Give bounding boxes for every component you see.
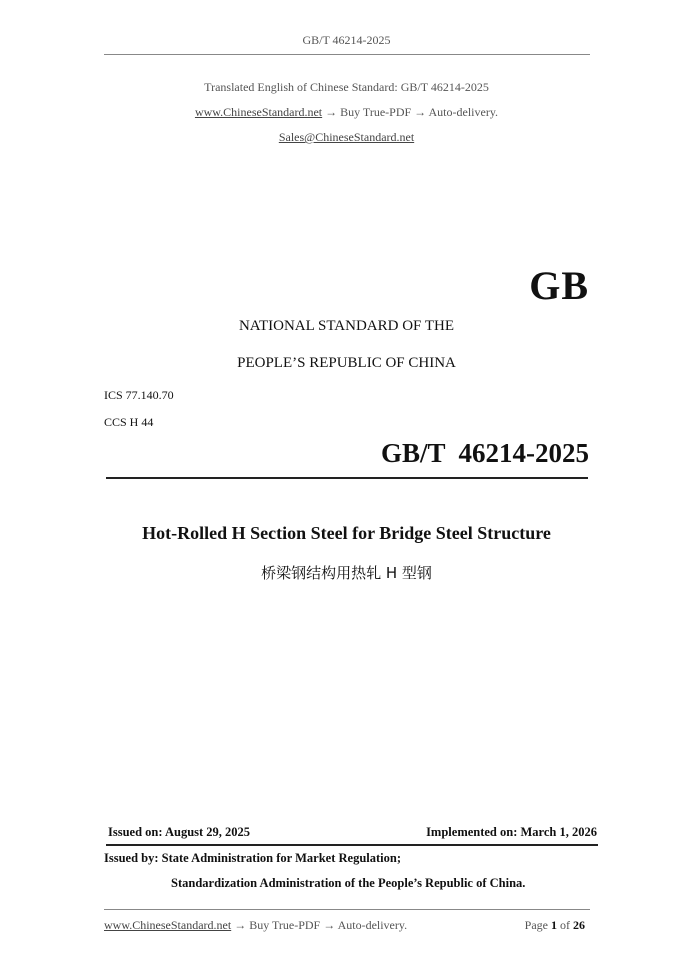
sales-email-line	[0, 130, 693, 145]
standard-number-rule	[106, 477, 588, 479]
footer-link-line	[104, 918, 407, 933]
translation-notice: Translated English of Chinese Standard: GB/T 46214-2025	[204, 80, 489, 94]
notice-link-line	[0, 105, 693, 120]
dates-rule	[106, 844, 598, 846]
sales-email-link[interactable]: Sales@ChineseStandard.net	[278, 130, 415, 144]
gb-logo: GB	[529, 263, 589, 308]
site-link[interactable]: www.ChineseStandard.net	[194, 105, 323, 119]
buy-text: → Buy True-PDF → Auto-delivery.	[325, 105, 499, 119]
ccs-code: CCS H 44	[104, 415, 154, 429]
page-indicator	[525, 918, 585, 933]
running-header: GB/T 46214-2025	[302, 33, 391, 47]
ics-code: ICS 77.140.70	[104, 388, 174, 402]
issued-on: Issued on: August 29, 2025	[108, 825, 251, 839]
standard-number: GB/T 46214-2025	[380, 438, 589, 468]
header-rule	[104, 54, 590, 55]
footer-rule	[104, 909, 590, 910]
issued-by-line1: Issued by: State Administration for Market Regulation;	[104, 851, 401, 865]
implemented-on: Implemented on: March 1, 2026	[426, 825, 597, 839]
national-standard-line1: NATIONAL STANDARD OF THE	[238, 318, 455, 334]
page-prefix: Page	[524, 918, 548, 932]
footer-site-link[interactable]: www.ChineseStandard.net	[104, 918, 232, 932]
national-standard-line2: PEOPLE’S REPUBLIC OF CHINA	[237, 355, 456, 371]
issued-by-line2: Standardization Administration of the People’s Republic of China.	[171, 876, 526, 890]
page-total: 26	[573, 918, 585, 932]
title-en: Hot-Rolled H Section Steel for Bridge Steel Structure	[142, 523, 551, 543]
title-zh: 桥梁钢结构用热轧 H 型钢	[261, 564, 432, 582]
page-current: 1	[551, 918, 557, 932]
page-of: of	[560, 918, 570, 932]
footer-buy-text: → Buy True-PDF → Auto-delivery.	[234, 918, 408, 932]
